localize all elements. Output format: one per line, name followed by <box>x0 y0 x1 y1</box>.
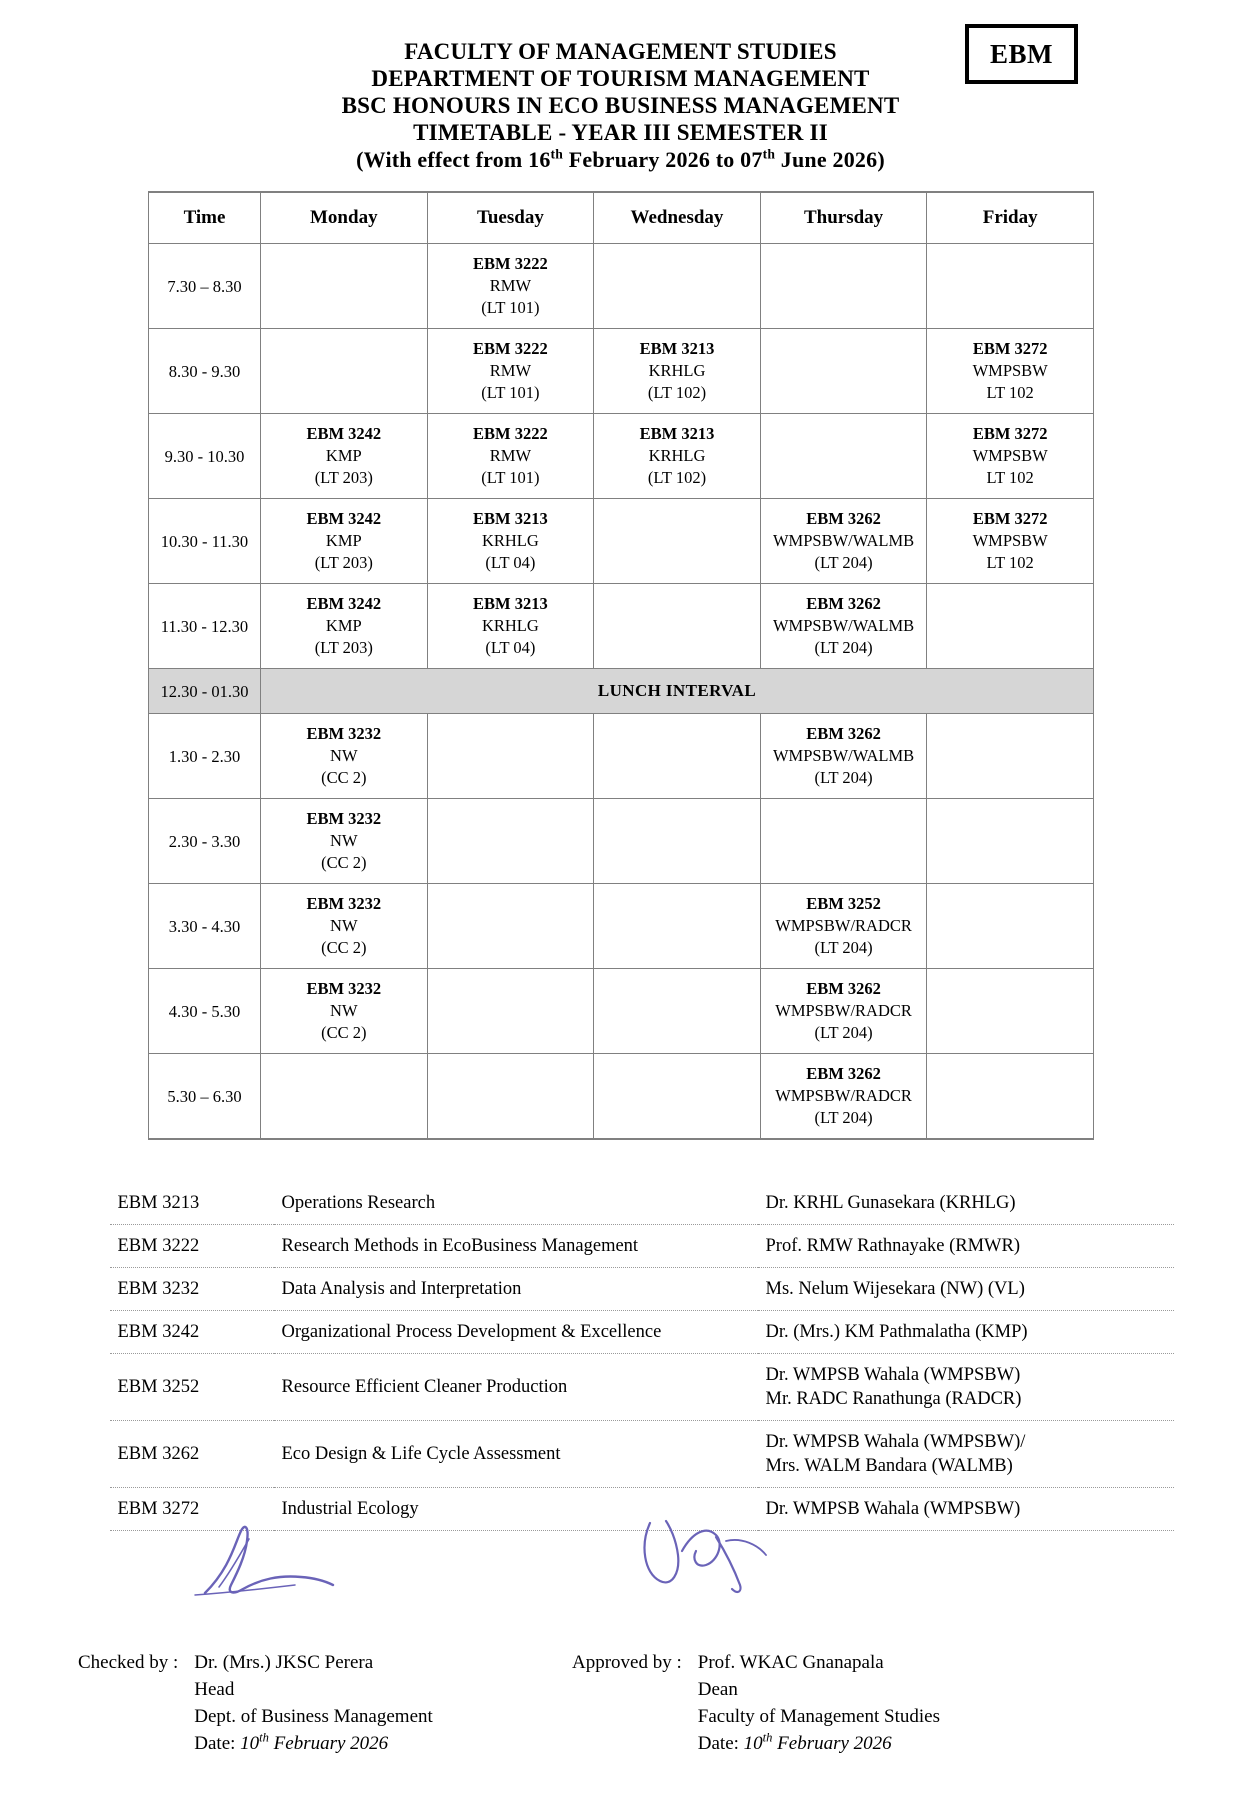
timetable-container <box>148 191 1093 1140</box>
col-header-friday: Friday <box>927 192 1094 244</box>
empty-cell <box>927 244 1094 329</box>
class-code: EBM 3213 <box>639 424 715 443</box>
class-cell <box>760 1054 927 1140</box>
time-slot-label: 11.30 - 12.30 <box>149 584 261 669</box>
class-room: LT 102 <box>986 468 1034 487</box>
class-lecturer: WMPSBW/WALMB <box>772 746 915 765</box>
class-lecturer: WMPSBW <box>972 531 1048 550</box>
class-cell <box>427 244 594 329</box>
effect-sup-first: th <box>550 146 564 162</box>
heading-line-faculty: FACULTY OF MANAGEMENT STUDIES <box>404 39 837 64</box>
legend-course-title: Operations Research <box>274 1182 758 1225</box>
empty-cell <box>594 584 761 669</box>
class-room: (LT 203) <box>314 638 373 657</box>
class-lecturer: WMPSBW <box>972 361 1048 380</box>
class-cell <box>760 969 927 1054</box>
class-cell <box>760 884 927 969</box>
class-cell <box>427 584 594 669</box>
empty-cell <box>594 799 761 884</box>
class-lecturer: RMW <box>489 276 532 295</box>
legend-course-lecturer <box>758 1488 1174 1531</box>
timetable-row <box>149 414 1094 499</box>
class-cell <box>760 499 927 584</box>
time-slot-label: 9.30 - 10.30 <box>149 414 261 499</box>
legend-lecturer-line-1: Dr. WMPSB Wahala (WMPSBW) <box>765 1365 1021 1385</box>
legend-row <box>110 1354 1174 1421</box>
class-room: (LT 204) <box>814 553 873 572</box>
class-cell <box>927 329 1094 414</box>
approved-by-unit: Faculty of Management Studies <box>697 1706 940 1727</box>
timetable-row <box>149 329 1094 414</box>
class-cell <box>760 584 927 669</box>
class-code: EBM 3242 <box>306 424 382 443</box>
course-legend-body <box>110 1182 1174 1531</box>
legend-course-lecturer <box>758 1268 1174 1311</box>
legend-lecturer-line-1: Dr. KRHL Gunasekara (KRHLG) <box>765 1193 1016 1213</box>
empty-cell <box>594 969 761 1054</box>
legend-course-lecturer <box>758 1354 1174 1421</box>
empty-cell <box>594 1054 761 1140</box>
empty-cell <box>927 799 1094 884</box>
legend-course-lecturer <box>758 1182 1174 1225</box>
empty-cell <box>927 884 1094 969</box>
class-room: (LT 204) <box>814 938 873 957</box>
legend-lecturer-line-1: Dr. WMPSB Wahala (WMPSBW)/ <box>765 1432 1026 1452</box>
empty-cell <box>261 329 428 414</box>
class-room: (LT 04) <box>485 553 536 572</box>
class-lecturer: WMPSBW <box>972 446 1048 465</box>
class-lecturer: KMP <box>325 531 362 550</box>
class-lecturer: NW <box>330 746 358 765</box>
class-code: EBM 3213 <box>473 594 548 613</box>
col-header-thursday: Thursday <box>760 192 927 244</box>
legend-course-code: EBM 3252 <box>110 1354 274 1421</box>
class-lecturer: KRHLG <box>648 446 706 465</box>
class-cell <box>760 714 927 799</box>
class-lecturer: NW <box>330 831 358 850</box>
class-code: EBM 3232 <box>306 809 382 828</box>
empty-cell <box>594 244 761 329</box>
checked-by-position: Head <box>194 1679 235 1700</box>
approved-by-name: Prof. WKAC Gnanapala <box>697 1652 884 1673</box>
effect-sup-second: th <box>762 146 776 162</box>
approved-by-label: Approved by : <box>572 1652 682 1673</box>
col-header-monday: Monday <box>261 192 428 244</box>
legend-row <box>110 1488 1174 1531</box>
class-code: EBM 3262 <box>806 724 881 743</box>
timetable-row <box>149 244 1094 329</box>
legend-lecturer-line-1: Ms. Nelum Wijesekara (NW) (VL) <box>765 1279 1025 1299</box>
class-room: (LT 203) <box>314 468 373 487</box>
class-code: EBM 3222 <box>473 424 548 443</box>
class-code: EBM 3232 <box>306 894 382 913</box>
lunch-time-label: 12.30 - 01.30 <box>149 669 261 714</box>
class-code: EBM 3232 <box>306 724 382 743</box>
timetable-row <box>149 714 1094 799</box>
timetable-row <box>149 584 1094 669</box>
time-slot-label: 5.30 – 6.30 <box>149 1054 261 1140</box>
class-cell <box>594 414 761 499</box>
class-code: EBM 3242 <box>306 509 382 528</box>
class-cell <box>261 714 428 799</box>
legend-row <box>110 1421 1174 1488</box>
logo-text: EBM <box>989 38 1053 69</box>
effect-suffix: June 2026) <box>775 147 885 172</box>
class-cell <box>261 414 428 499</box>
legend-course-code: EBM 3232 <box>110 1268 274 1311</box>
class-cell <box>927 414 1094 499</box>
class-room: (LT 101) <box>481 468 540 487</box>
heading-line-department: DEPARTMENT OF TOURISM MANAGEMENT <box>371 66 870 91</box>
signature-block-checked-by <box>78 1649 433 1757</box>
legend-course-code: EBM 3242 <box>110 1311 274 1354</box>
class-cell <box>261 799 428 884</box>
class-room: (LT 204) <box>814 1108 873 1127</box>
class-code: EBM 3222 <box>473 339 548 358</box>
legend-row <box>110 1182 1174 1225</box>
class-code: EBM 3262 <box>806 509 881 528</box>
class-cell <box>261 584 428 669</box>
class-room: LT 102 <box>986 383 1034 402</box>
empty-cell <box>594 499 761 584</box>
class-cell <box>261 499 428 584</box>
timetable-row <box>149 969 1094 1054</box>
empty-cell <box>261 244 428 329</box>
empty-cell <box>594 714 761 799</box>
col-header-wednesday: Wednesday <box>594 192 761 244</box>
class-code: EBM 3272 <box>972 509 1048 528</box>
legend-row <box>110 1225 1174 1268</box>
class-room: (CC 2) <box>321 938 367 957</box>
class-cell <box>427 329 594 414</box>
class-room: (LT 204) <box>814 638 873 657</box>
approved-by-date <box>698 1730 940 1757</box>
class-lecturer: KRHLG <box>648 361 706 380</box>
legend-course-code: EBM 3262 <box>110 1421 274 1488</box>
legend-course-title: Eco Design & Life Cycle Assessment <box>274 1421 758 1488</box>
class-lecturer: KMP <box>325 446 362 465</box>
class-cell <box>427 499 594 584</box>
class-room: (LT 204) <box>814 768 873 787</box>
empty-cell <box>427 799 594 884</box>
checked-by-date-label: Date: <box>194 1733 241 1754</box>
legend-course-lecturer <box>758 1421 1174 1488</box>
class-code: EBM 3213 <box>639 339 715 358</box>
class-lecturer: WMPSBW/WALMB <box>772 531 915 550</box>
empty-cell <box>760 329 927 414</box>
class-cell <box>594 329 761 414</box>
empty-cell <box>927 969 1094 1054</box>
class-room: LT 102 <box>986 553 1034 572</box>
checked-by-unit: Dept. of Business Management <box>194 1706 433 1727</box>
empty-cell <box>427 884 594 969</box>
time-slot-label: 7.30 – 8.30 <box>149 244 261 329</box>
signature-area <box>0 1583 1241 1793</box>
empty-cell <box>760 799 927 884</box>
approved-by-date-label: Date: <box>697 1733 744 1754</box>
signature-scribble-left <box>175 1523 345 1598</box>
empty-cell <box>927 584 1094 669</box>
checked-by-label: Checked by : <box>78 1652 179 1673</box>
empty-cell <box>594 884 761 969</box>
class-room: (LT 101) <box>481 298 540 317</box>
class-lecturer: KRHLG <box>481 616 539 635</box>
class-room: (LT 04) <box>485 638 536 657</box>
class-code: EBM 3272 <box>972 424 1048 443</box>
legend-course-title: Resource Efficient Cleaner Production <box>274 1354 758 1421</box>
legend-course-title: Industrial Ecology <box>274 1488 758 1531</box>
time-slot-label: 3.30 - 4.30 <box>149 884 261 969</box>
empty-cell <box>927 1054 1094 1140</box>
signature-block-approved-by <box>572 1649 940 1757</box>
timetable-row <box>149 799 1094 884</box>
empty-cell <box>427 969 594 1054</box>
class-room: (LT 102) <box>647 383 707 402</box>
legend-row <box>110 1311 1174 1354</box>
class-lecturer: KRHLG <box>481 531 539 550</box>
class-code: EBM 3262 <box>806 594 881 613</box>
legend-course-code: EBM 3213 <box>110 1182 274 1225</box>
class-room: (LT 204) <box>814 1023 873 1042</box>
class-cell <box>427 414 594 499</box>
lunch-interval-row <box>149 669 1094 714</box>
time-slot-label: 8.30 - 9.30 <box>149 329 261 414</box>
legend-course-code: EBM 3272 <box>110 1488 274 1531</box>
col-header-time: Time <box>149 192 261 244</box>
class-lecturer: WMPSBW/RADCR <box>775 1086 912 1105</box>
class-lecturer: WMPSBW/RADCR <box>775 1001 912 1020</box>
empty-cell <box>927 714 1094 799</box>
class-lecturer: RMW <box>489 361 532 380</box>
legend-course-lecturer <box>758 1311 1174 1354</box>
legend-course-title: Data Analysis and Interpretation <box>274 1268 758 1311</box>
class-code: EBM 3272 <box>972 339 1048 358</box>
legend-lecturer-line-2: Mr. RADC Ranathunga (RADCR) <box>765 1389 1022 1409</box>
time-slot-label: 10.30 - 11.30 <box>149 499 261 584</box>
ebm-logo <box>965 24 1078 84</box>
class-cell <box>261 884 428 969</box>
class-code: EBM 3252 <box>806 894 881 913</box>
col-header-tuesday: Tuesday <box>427 192 594 244</box>
effect-mid: February 2026 to 07 <box>563 147 763 172</box>
legend-course-lecturer <box>758 1225 1174 1268</box>
legend-lecturer-line-1: Dr. (Mrs.) KM Pathmalatha (KMP) <box>765 1322 1028 1342</box>
heading-line-timetable: TIMETABLE - YEAR III SEMESTER II <box>413 120 828 145</box>
class-lecturer: NW <box>330 916 358 935</box>
approved-by-details <box>698 1649 940 1757</box>
approved-by-position: Dean <box>697 1679 738 1700</box>
approved-by-date-value: 10th February 2026 <box>743 1730 892 1754</box>
class-code: EBM 3262 <box>806 979 881 998</box>
time-slot-label: 4.30 - 5.30 <box>149 969 261 1054</box>
class-lecturer: WMPSBW/WALMB <box>772 616 915 635</box>
timetable-header-row <box>149 192 1094 244</box>
class-lecturer: NW <box>330 1001 358 1020</box>
empty-cell <box>427 1054 594 1140</box>
effect-prefix: (With effect from 16 <box>356 147 551 172</box>
class-room: (LT 101) <box>481 383 540 402</box>
legend-row <box>110 1268 1174 1311</box>
legend-course-title: Organizational Process Development & Excellence <box>274 1311 758 1354</box>
class-room: (LT 102) <box>647 468 707 487</box>
class-lecturer: WMPSBW/RADCR <box>775 916 912 935</box>
heading-effect-dates <box>0 146 1241 173</box>
legend-course-code: EBM 3222 <box>110 1225 274 1268</box>
checked-by-date-value: 10th February 2026 <box>240 1730 389 1754</box>
class-lecturer: KMP <box>325 616 362 635</box>
class-code: EBM 3222 <box>473 254 548 273</box>
legend-lecturer-line-1: Dr. WMPSB Wahala (WMPSBW) <box>765 1499 1021 1519</box>
legend-course-title: Research Methods in EcoBusiness Management <box>274 1225 758 1268</box>
class-code: EBM 3262 <box>806 1064 881 1083</box>
timetable-row <box>149 884 1094 969</box>
course-legend-container <box>110 1182 1132 1531</box>
class-code: EBM 3213 <box>473 509 548 528</box>
weekly-timetable <box>148 191 1094 1140</box>
course-legend-table <box>110 1182 1174 1531</box>
time-slot-label: 2.30 - 3.30 <box>149 799 261 884</box>
class-lecturer: RMW <box>489 446 532 465</box>
empty-cell <box>760 414 927 499</box>
checked-by-details <box>194 1649 433 1757</box>
class-room: (CC 2) <box>321 1023 367 1042</box>
class-cell <box>927 499 1094 584</box>
legend-lecturer-line-1: Prof. RMW Rathnayake (RMWR) <box>765 1236 1021 1256</box>
empty-cell <box>427 714 594 799</box>
class-code: EBM 3232 <box>306 979 382 998</box>
checked-by-name: Dr. (Mrs.) JKSC Perera <box>194 1652 374 1673</box>
empty-cell <box>261 1054 428 1140</box>
legend-lecturer-line-2: Mrs. WALM Bandara (WALMB) <box>765 1456 1013 1476</box>
checked-by-date <box>194 1730 433 1757</box>
class-room: (LT 203) <box>314 553 373 572</box>
timetable-row <box>149 1054 1094 1140</box>
heading-line-degree: BSC HONOURS IN ECO BUSINESS MANAGEMENT <box>341 93 900 118</box>
empty-cell <box>760 244 927 329</box>
class-code: EBM 3242 <box>306 594 382 613</box>
class-room: (CC 2) <box>321 768 367 787</box>
class-room: (CC 2) <box>321 853 367 872</box>
time-slot-label: 1.30 - 2.30 <box>149 714 261 799</box>
lunch-interval-label: LUNCH INTERVAL <box>261 669 1094 714</box>
timetable-row <box>149 499 1094 584</box>
timetable-body <box>149 244 1094 1140</box>
class-cell <box>261 969 428 1054</box>
